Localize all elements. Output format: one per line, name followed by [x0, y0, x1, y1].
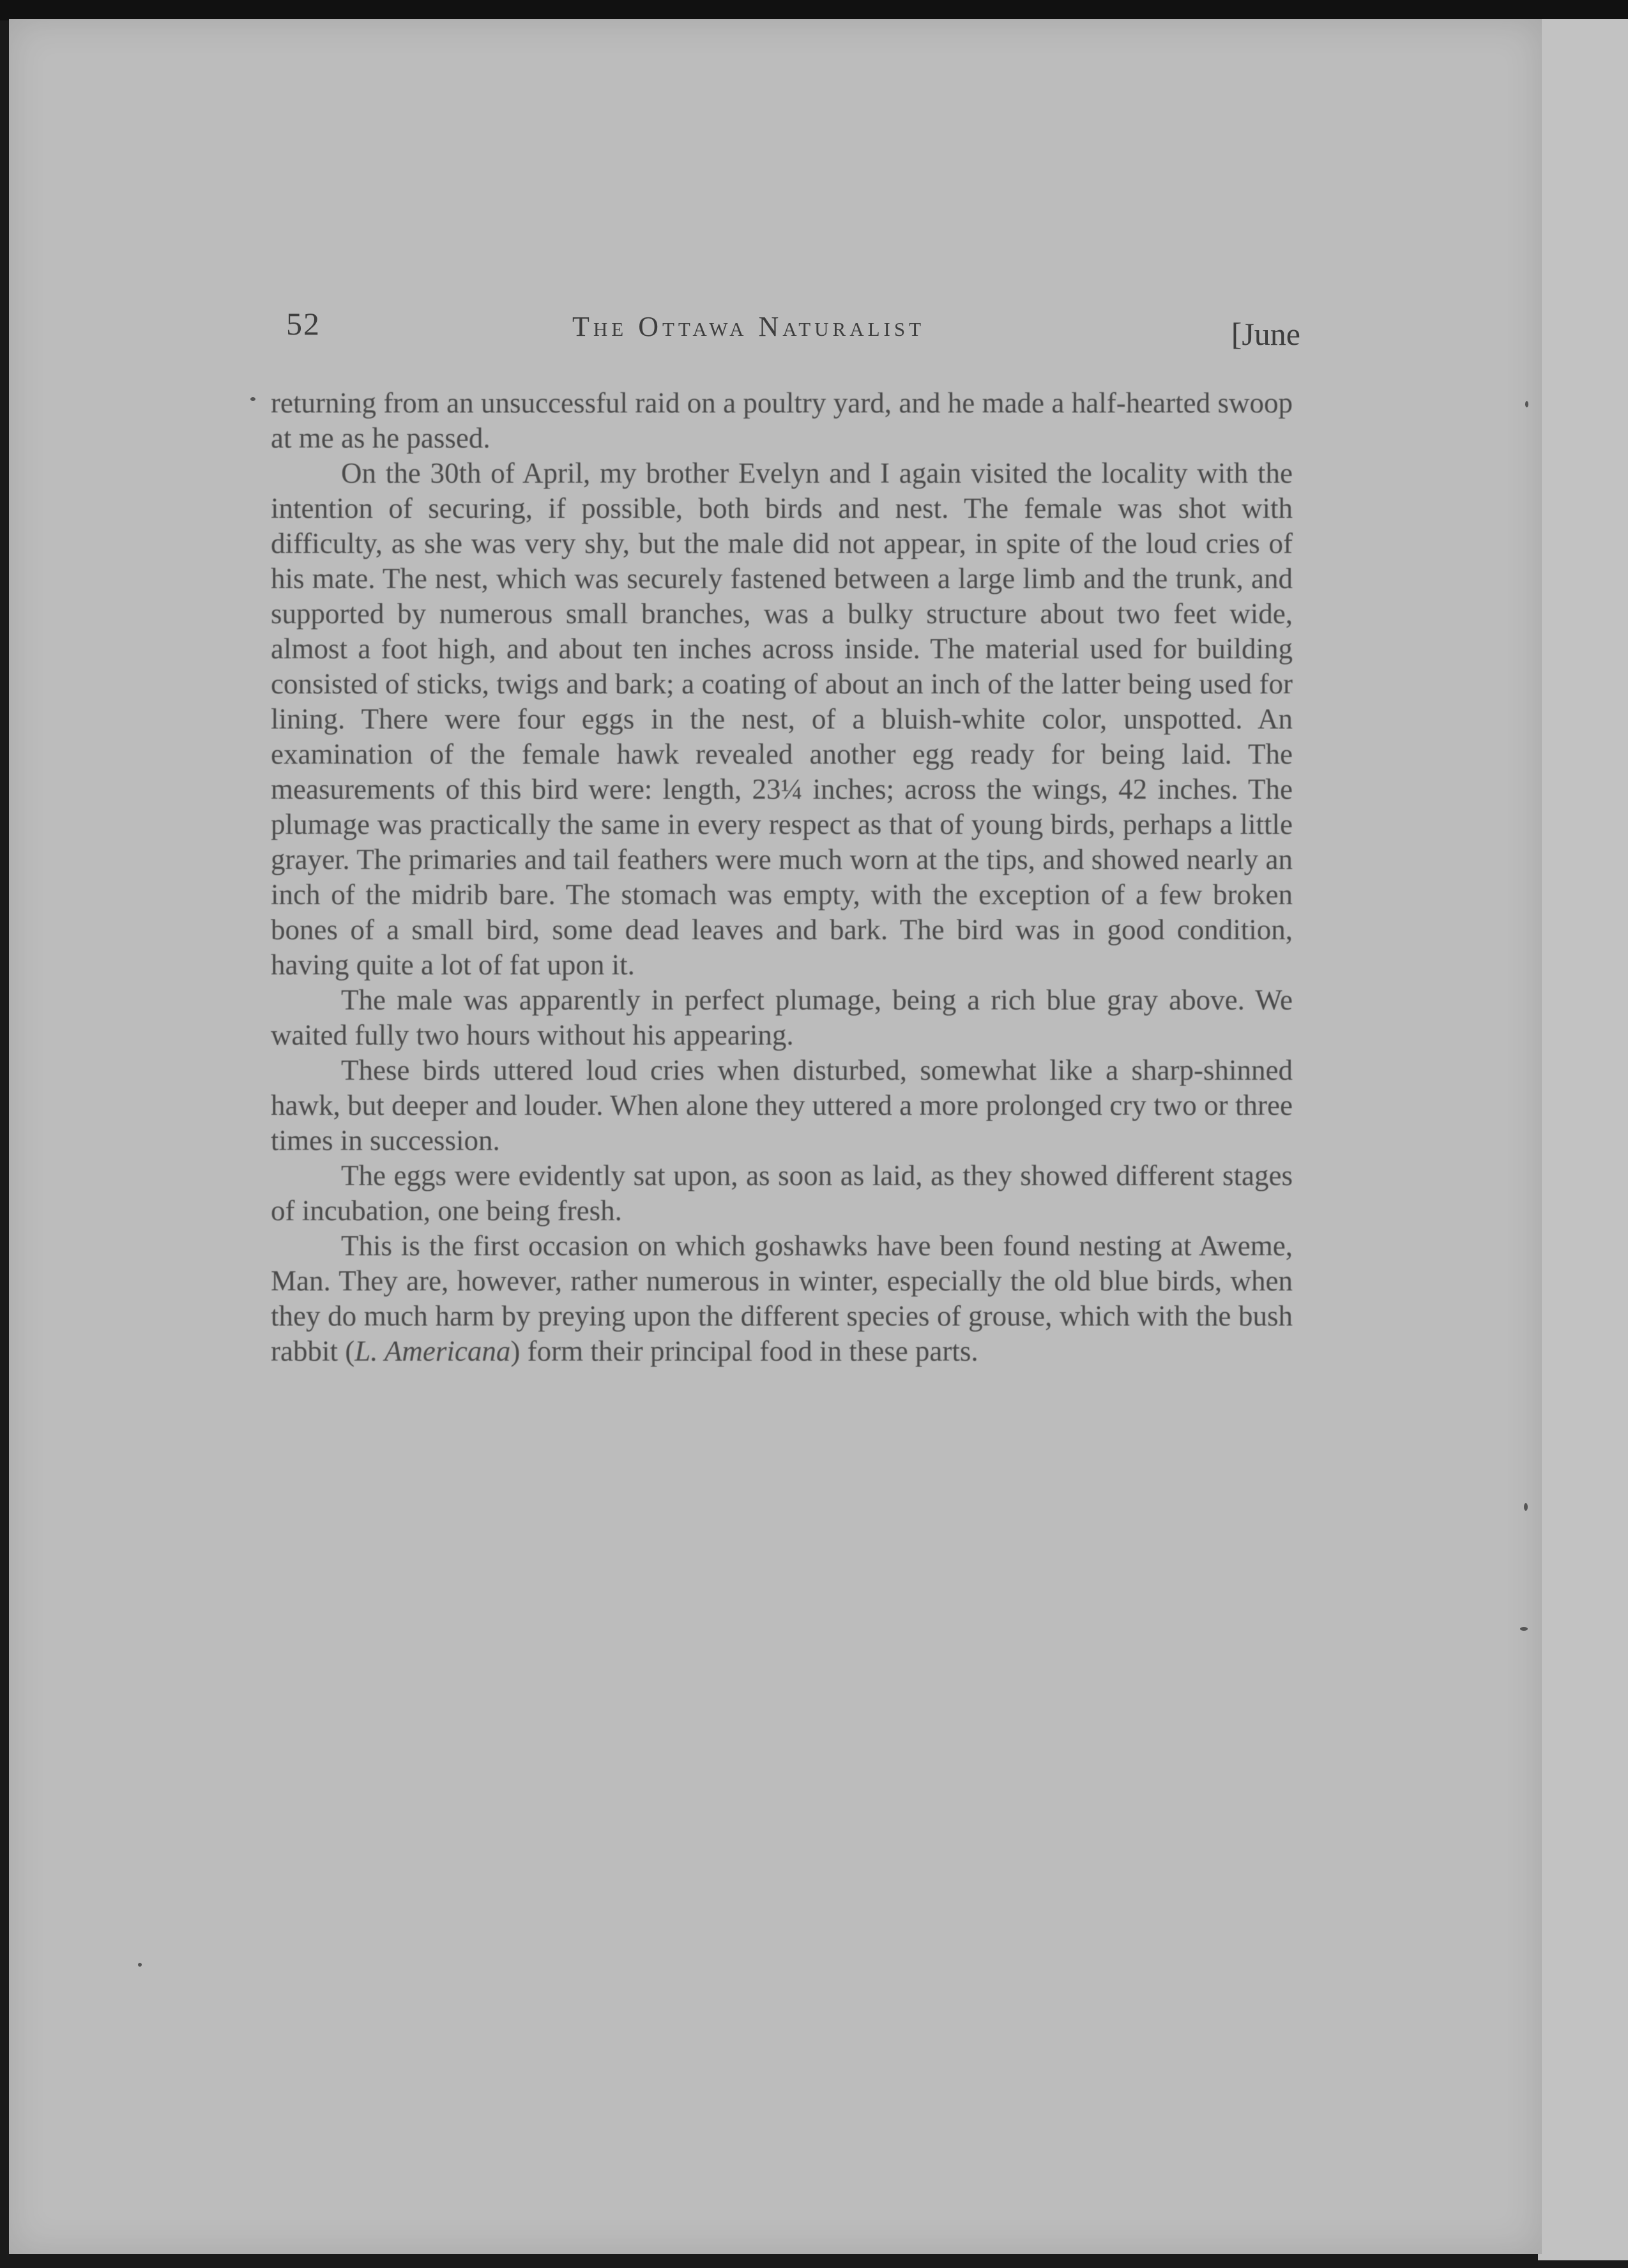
facing-page-edge	[1538, 19, 1628, 2260]
scan-speck	[1525, 401, 1528, 407]
paragraph: The male was apparently in perfect plumage, being a rich blue gray above. We waited fully two hours without his appearing.	[271, 984, 1293, 1051]
running-head	[278, 301, 1300, 352]
issue-month: [June	[1231, 316, 1300, 352]
scan-speck	[250, 397, 255, 401]
scan-speck	[138, 1963, 142, 1967]
paragraph: The eggs were evidently sat upon, as soon as laid, as they showed different stages of incubation, one being fresh.	[271, 1160, 1293, 1227]
page-number: 52	[286, 306, 321, 342]
article-body	[271, 386, 1293, 1369]
paragraph-text: This is the first occasion on which goshawks have been found nesting at Aweme, Man. They are, however, rather numerous in winter, especially the old blue birds, when they do much harm by preying upon the different species of grouse, which with the bush rabbit (	[271, 1230, 1293, 1367]
scan-border	[0, 0, 1628, 20]
paragraph	[271, 1228, 1293, 1369]
scan-speck	[1520, 1627, 1528, 1631]
paragraph: These birds uttered loud cries when disturbed, somewhat like a sharp-shinned hawk, but deeper and louder. When alone they uttered a more prolonged cry two or three times in succession.	[271, 1054, 1293, 1156]
paragraph: On the 30th of April, my brother Evelyn and I again visited the locality with the intention of securing, if possible, both birds and nest. The female was shot with difficulty, as she was very shy, but the male did not appear, in spite of the loud cries of his mate. The nest, which was securely fastened between a large limb and the trunk, and supported by numerous small branches, was a bulky structure about two feet wide, almost a foot high, and about ten inches across inside. The material used for building consisted of sticks, twigs and bark; a coating of about an inch of the latter being used for lining. There were four eggs in the nest, of a bluish-white color, unspotted. An examination of the female hawk revealed another egg ready for being laid. The measurements of this bird were: length, 23¼ inches; across the wings, 42 inches. The plumage was practically the same in every respect as that of young birds, perhaps a little grayer. The primaries and tail feathers were much worn at the tips, and showed nearly an inch of the midrib bare. The stomach was empty, with the exception of a few broken bones of a small bird, some dead leaves and bark. The bird was in good condition, having quite a lot of fat upon it.	[271, 457, 1293, 981]
species-name: L. Americana	[354, 1335, 511, 1367]
paragraph: returning from an unsuccessful raid on a poultry yard, and he made a half-hearted swoop at me as he passed.	[271, 387, 1293, 454]
paragraph-text: ) form their principal food in these parts.	[510, 1335, 978, 1367]
scan-speck	[1524, 1503, 1528, 1511]
journal-title: The Ottawa Naturalist	[572, 311, 925, 342]
